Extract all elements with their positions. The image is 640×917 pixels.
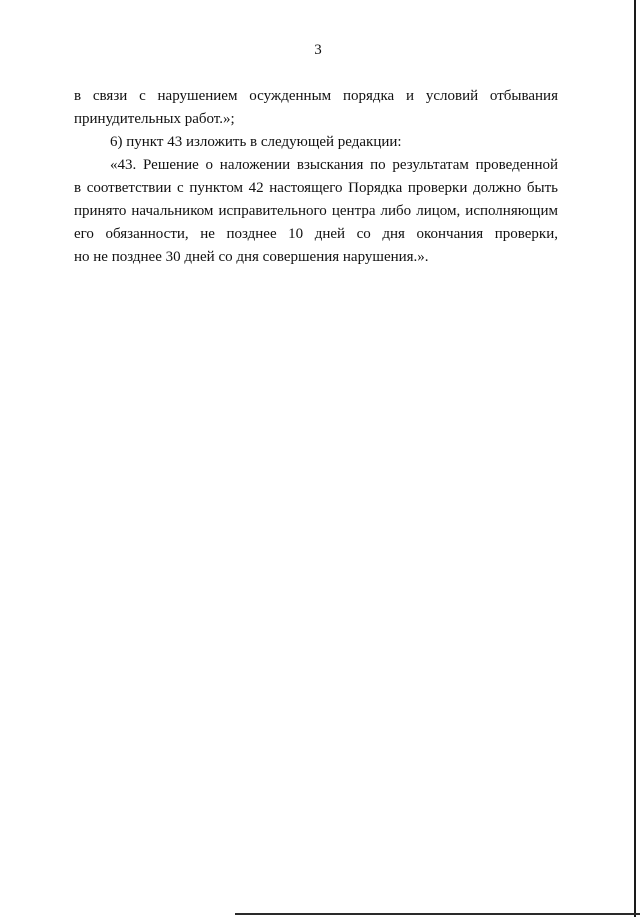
- scan-edge-right: [634, 0, 636, 917]
- text-line: принято начальником исправительного центра либо лицом, исполняющим: [74, 203, 558, 219]
- text-line: принудительных работ.»;: [74, 111, 235, 127]
- text-line: но не позднее 30 дней со дня совершения нарушения.».: [74, 249, 429, 265]
- text-line: «43. Решение о наложении взыскания по результатам проведенной: [110, 157, 558, 173]
- text-line: в связи с нарушением осужденным порядка и условий отбывания: [74, 88, 558, 104]
- paragraph-continuation: [74, 85, 558, 131]
- document-body: [74, 85, 558, 269]
- text-line: в соответствии с пунктом 42 настоящего Порядка проверки должно быть: [74, 180, 558, 196]
- paragraph-point-43: [74, 154, 558, 269]
- text-line: его обязанности, не позднее 10 дней со дня окончания проверки,: [74, 226, 558, 242]
- paragraph-item-6: [74, 131, 558, 154]
- text-line: 6) пункт 43 изложить в следующей редакции:: [110, 134, 402, 150]
- scan-edge-bottom: [235, 913, 640, 915]
- page-number: 3: [314, 42, 322, 58]
